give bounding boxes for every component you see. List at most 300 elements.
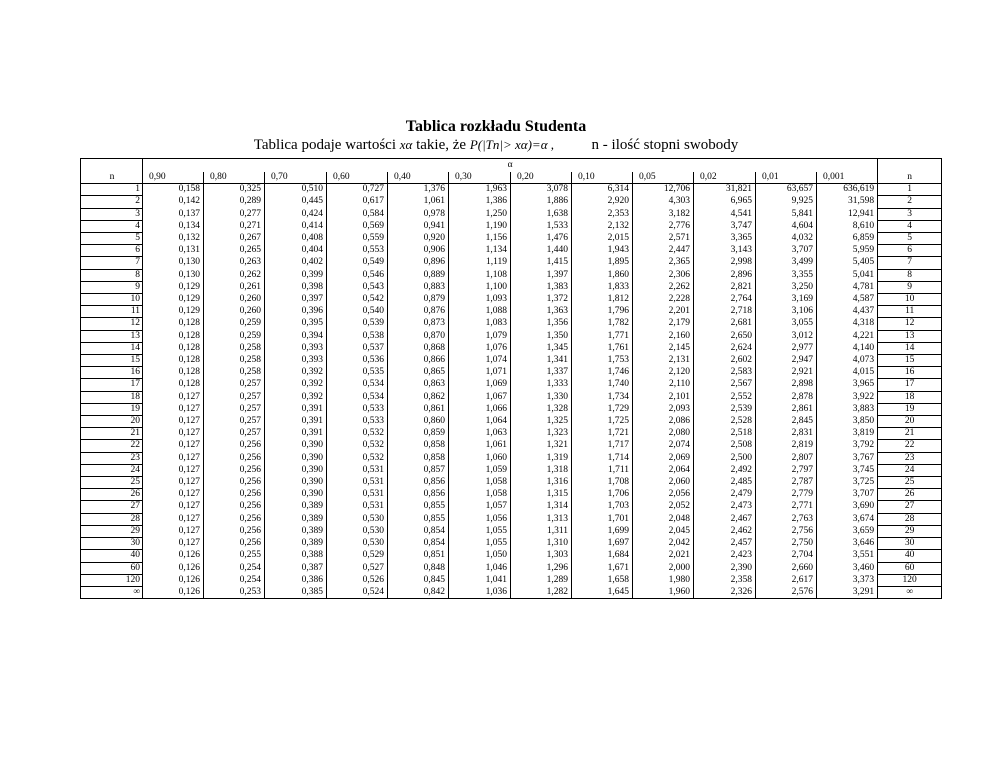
table-cell: 2,045 — [633, 525, 694, 537]
table-cell: 2,160 — [633, 330, 694, 342]
table-cell: 0,260 — [204, 294, 265, 306]
table-cell: 0,254 — [204, 562, 265, 574]
table-cell: 1,706 — [572, 489, 633, 501]
document-title: Tablica rozkładu Studenta — [405, 118, 587, 135]
table-cell: 0,398 — [265, 281, 327, 293]
n-header-right: n — [878, 159, 942, 184]
row-n-left: 20 — [81, 416, 143, 428]
table-cell: 0,546 — [327, 269, 388, 281]
table-cell: 0,535 — [327, 367, 388, 379]
table-cell: 0,978 — [388, 208, 449, 220]
table-cell: 0,260 — [204, 306, 265, 318]
table-cell: 0,386 — [265, 574, 327, 586]
table-cell: 0,256 — [204, 501, 265, 513]
table-cell: 2,831 — [756, 428, 817, 440]
table-row — [81, 538, 942, 550]
table-cell: 0,257 — [204, 416, 265, 428]
table-cell: 1,057 — [449, 501, 511, 513]
table-cell: 2,660 — [756, 562, 817, 574]
table-cell: 0,253 — [204, 586, 265, 598]
table-cell: 0,325 — [204, 184, 265, 196]
table-row — [81, 245, 942, 257]
table-cell: 1,134 — [449, 245, 511, 257]
table-cell: 1,323 — [511, 428, 572, 440]
table-body — [81, 184, 942, 599]
table-row — [81, 281, 942, 293]
table-cell: 0,857 — [388, 464, 449, 476]
table-row — [81, 513, 942, 525]
table-cell: 0,858 — [388, 452, 449, 464]
row-n-right: 1 — [878, 184, 942, 196]
table-cell: 0,532 — [327, 428, 388, 440]
subtitle-x-alpha: xα — [399, 137, 413, 152]
table-cell: 1,318 — [511, 464, 572, 476]
table-row — [81, 330, 942, 342]
table-cell: 4,015 — [817, 367, 878, 379]
row-n-right: 22 — [878, 440, 942, 452]
table-cell: 1,708 — [572, 477, 633, 489]
table-cell: 0,256 — [204, 513, 265, 525]
row-n-right: 26 — [878, 489, 942, 501]
table-cell: 1,321 — [511, 440, 572, 452]
table-cell: 2,074 — [633, 440, 694, 452]
table-cell: 1,310 — [511, 538, 572, 550]
table-cell: 1,328 — [511, 403, 572, 415]
table-cell: 0,289 — [204, 196, 265, 208]
table-cell: 1,383 — [511, 281, 572, 293]
table-cell: 8,610 — [817, 220, 878, 232]
table-cell: 0,257 — [204, 379, 265, 391]
table-cell: 2,132 — [572, 220, 633, 232]
alpha-value-header: 0,80 — [204, 172, 265, 184]
row-n-right: 28 — [878, 513, 942, 525]
table-cell: 0,265 — [204, 245, 265, 257]
table-cell: 2,492 — [694, 464, 756, 476]
table-cell: 1,069 — [449, 379, 511, 391]
row-n-left: 15 — [81, 355, 143, 367]
table-cell: 1,050 — [449, 550, 511, 562]
table-row — [81, 220, 942, 232]
table-cell: 0,127 — [143, 428, 204, 440]
table-cell: 2,086 — [633, 416, 694, 428]
alpha-values-row — [81, 172, 942, 184]
row-n-right: ∞ — [878, 586, 942, 598]
table-cell: 2,353 — [572, 208, 633, 220]
table-cell: 0,127 — [143, 525, 204, 537]
table-cell: 3,965 — [817, 379, 878, 391]
table-cell: 2,552 — [694, 391, 756, 403]
table-cell: 1,943 — [572, 245, 633, 257]
table-cell: 0,258 — [204, 367, 265, 379]
table-cell: 5,041 — [817, 269, 878, 281]
table-cell: 3,747 — [694, 220, 756, 232]
table-cell: 1,055 — [449, 525, 511, 537]
table-cell: 3,182 — [633, 208, 694, 220]
table-cell: 0,389 — [265, 513, 327, 525]
table-cell: 0,530 — [327, 538, 388, 550]
document-subtitle — [0, 137, 992, 154]
table-cell: 636,619 — [817, 184, 878, 196]
table-cell: 0,424 — [265, 208, 327, 220]
table-cell: 0,404 — [265, 245, 327, 257]
table-cell: 1,313 — [511, 513, 572, 525]
table-cell: 0,131 — [143, 245, 204, 257]
table-cell: 1,717 — [572, 440, 633, 452]
table-cell: 2,131 — [633, 355, 694, 367]
table-cell: 1,071 — [449, 367, 511, 379]
table-cell: 2,602 — [694, 355, 756, 367]
table-cell: 1,064 — [449, 416, 511, 428]
table-cell: 3,365 — [694, 233, 756, 245]
table-cell: 2,998 — [694, 257, 756, 269]
alpha-value-header: 0,02 — [694, 172, 756, 184]
table-cell: 3,143 — [694, 245, 756, 257]
table-cell: 0,127 — [143, 403, 204, 415]
table-cell: 3,460 — [817, 562, 878, 574]
row-n-left: 13 — [81, 330, 143, 342]
table-cell: 0,271 — [204, 220, 265, 232]
table-cell: 0,128 — [143, 367, 204, 379]
table-cell: 0,394 — [265, 330, 327, 342]
table-cell: 2,764 — [694, 294, 756, 306]
table-cell: 0,941 — [388, 220, 449, 232]
table-cell: 2,528 — [694, 416, 756, 428]
table-cell: 2,069 — [633, 452, 694, 464]
table-cell: 2,583 — [694, 367, 756, 379]
row-n-left: 16 — [81, 367, 143, 379]
table-cell: 2,576 — [756, 586, 817, 598]
table-cell: 0,127 — [143, 477, 204, 489]
row-n-right: 40 — [878, 550, 942, 562]
table-cell: 2,447 — [633, 245, 694, 257]
table-cell: 0,134 — [143, 220, 204, 232]
table-cell: 9,925 — [756, 196, 817, 208]
row-n-left: ∞ — [81, 586, 143, 598]
table-cell: 0,127 — [143, 538, 204, 550]
table-cell: 1,076 — [449, 342, 511, 354]
table-cell: 3,745 — [817, 464, 878, 476]
table-cell: 0,870 — [388, 330, 449, 342]
row-n-left: 25 — [81, 477, 143, 489]
row-n-right: 27 — [878, 501, 942, 513]
table-row — [81, 342, 942, 354]
table-cell: 63,657 — [756, 184, 817, 196]
table-cell: 1,753 — [572, 355, 633, 367]
row-n-left: 9 — [81, 281, 143, 293]
row-n-left: 19 — [81, 403, 143, 415]
table-cell: 1,319 — [511, 452, 572, 464]
table-cell: 0,863 — [388, 379, 449, 391]
table-cell: 3,767 — [817, 452, 878, 464]
row-n-left: 29 — [81, 525, 143, 537]
alpha-value-header: 0,30 — [449, 172, 511, 184]
table-cell: 1,345 — [511, 342, 572, 354]
table-cell: 1,060 — [449, 452, 511, 464]
table-cell: 2,898 — [756, 379, 817, 391]
table-cell: 3,012 — [756, 330, 817, 342]
row-n-right: 15 — [878, 355, 942, 367]
table-cell: 0,524 — [327, 586, 388, 598]
table-cell: 0,388 — [265, 550, 327, 562]
table-cell: 3,250 — [756, 281, 817, 293]
table-cell: 2,704 — [756, 550, 817, 562]
table-cell: 2,779 — [756, 489, 817, 501]
table-cell: 1,725 — [572, 416, 633, 428]
table-cell: 3,355 — [756, 269, 817, 281]
table-cell: 1,058 — [449, 489, 511, 501]
row-n-right: 30 — [878, 538, 942, 550]
table-cell: 0,127 — [143, 440, 204, 452]
subtitle-formula: P(|Tn|> xα)=α , — [469, 137, 555, 152]
table-cell: 2,508 — [694, 440, 756, 452]
table-cell: 1,440 — [511, 245, 572, 257]
table-cell: 4,032 — [756, 233, 817, 245]
row-n-left: 24 — [81, 464, 143, 476]
table-cell: 0,128 — [143, 330, 204, 342]
table-cell: 2,571 — [633, 233, 694, 245]
table-cell: 2,861 — [756, 403, 817, 415]
row-n-right: 4 — [878, 220, 942, 232]
table-cell: 1,250 — [449, 208, 511, 220]
table-cell: 0,532 — [327, 452, 388, 464]
table-cell: 4,140 — [817, 342, 878, 354]
table-cell: 1,314 — [511, 501, 572, 513]
table-cell: 0,126 — [143, 550, 204, 562]
table-row — [81, 196, 942, 208]
table-cell: 1,190 — [449, 220, 511, 232]
table-cell: 0,856 — [388, 489, 449, 501]
table-cell: 3,725 — [817, 477, 878, 489]
table-cell: 3,690 — [817, 501, 878, 513]
table-cell: 0,256 — [204, 525, 265, 537]
table-cell: 1,699 — [572, 525, 633, 537]
row-n-left: 18 — [81, 391, 143, 403]
table-cell: 6,314 — [572, 184, 633, 196]
table-cell: 1,059 — [449, 464, 511, 476]
table-cell: 1,079 — [449, 330, 511, 342]
table-row — [81, 367, 942, 379]
table-cell: 0,531 — [327, 501, 388, 513]
table-cell: 0,129 — [143, 294, 204, 306]
table-cell: 1,036 — [449, 586, 511, 598]
table-cell: 1,061 — [388, 196, 449, 208]
table-cell: 0,873 — [388, 318, 449, 330]
table-cell: 1,711 — [572, 464, 633, 476]
table-cell: 0,390 — [265, 464, 327, 476]
table-cell: 1,315 — [511, 489, 572, 501]
table-cell: 0,542 — [327, 294, 388, 306]
row-n-right: 14 — [878, 342, 942, 354]
table-cell: 2,819 — [756, 440, 817, 452]
table-cell: 1,058 — [449, 477, 511, 489]
table-cell: 2,756 — [756, 525, 817, 537]
table-row — [81, 464, 942, 476]
table-cell: 2,056 — [633, 489, 694, 501]
table-cell: 0,859 — [388, 428, 449, 440]
table-cell: 1,303 — [511, 550, 572, 562]
table-cell: 0,257 — [204, 428, 265, 440]
table-cell: 2,101 — [633, 391, 694, 403]
row-n-left: 7 — [81, 257, 143, 269]
table-cell: 2,021 — [633, 550, 694, 562]
row-n-left: 2 — [81, 196, 143, 208]
table-cell: 0,258 — [204, 355, 265, 367]
table-cell: 2,390 — [694, 562, 756, 574]
table-cell: 1,083 — [449, 318, 511, 330]
table-cell: 31,598 — [817, 196, 878, 208]
table-cell: 0,128 — [143, 342, 204, 354]
table-cell: 1,055 — [449, 538, 511, 550]
table-cell: 0,127 — [143, 513, 204, 525]
table-cell: 1,703 — [572, 501, 633, 513]
table-cell: 2,201 — [633, 306, 694, 318]
table-cell: 0,510 — [265, 184, 327, 196]
table-cell: 1,886 — [511, 196, 572, 208]
row-n-right: 3 — [878, 208, 942, 220]
table-cell: 0,257 — [204, 403, 265, 415]
table-cell: 1,363 — [511, 306, 572, 318]
table-cell: 2,179 — [633, 318, 694, 330]
table-cell: 0,531 — [327, 489, 388, 501]
row-n-left: 17 — [81, 379, 143, 391]
table-cell: 0,390 — [265, 440, 327, 452]
table-cell: 1,341 — [511, 355, 572, 367]
table-cell: 0,158 — [143, 184, 204, 196]
table-cell: 3,055 — [756, 318, 817, 330]
row-n-left: 23 — [81, 452, 143, 464]
table-cell: 0,391 — [265, 428, 327, 440]
table-cell: 2,681 — [694, 318, 756, 330]
row-n-right: 25 — [878, 477, 942, 489]
table-cell: 2,650 — [694, 330, 756, 342]
table-cell: 0,395 — [265, 318, 327, 330]
table-cell: 2,485 — [694, 477, 756, 489]
table-cell: 1,330 — [511, 391, 572, 403]
table-cell: 0,920 — [388, 233, 449, 245]
table-cell: 1,119 — [449, 257, 511, 269]
row-n-right: 21 — [878, 428, 942, 440]
table-cell: 1,046 — [449, 562, 511, 574]
table-cell: 0,539 — [327, 318, 388, 330]
table-cell: 2,423 — [694, 550, 756, 562]
table-cell: 0,851 — [388, 550, 449, 562]
table-cell: 1,721 — [572, 428, 633, 440]
table-cell: 1,108 — [449, 269, 511, 281]
table-cell: 1,476 — [511, 233, 572, 245]
table-cell: 2,467 — [694, 513, 756, 525]
table-row — [81, 355, 942, 367]
table-cell: 0,531 — [327, 477, 388, 489]
row-n-right: 13 — [878, 330, 942, 342]
table-cell: 0,856 — [388, 477, 449, 489]
table-cell: 0,534 — [327, 379, 388, 391]
table-row — [81, 550, 942, 562]
table-cell: 0,553 — [327, 245, 388, 257]
alpha-value-header: 0,05 — [633, 172, 694, 184]
table-cell: 0,259 — [204, 318, 265, 330]
table-cell: 2,787 — [756, 477, 817, 489]
table-row — [81, 184, 942, 196]
table-cell: 2,567 — [694, 379, 756, 391]
subtitle-middle: takie, że — [416, 137, 467, 153]
row-n-left: 26 — [81, 489, 143, 501]
table-cell: 2,262 — [633, 281, 694, 293]
table-cell: 0,569 — [327, 220, 388, 232]
row-n-right: 60 — [878, 562, 942, 574]
table-cell: 2,145 — [633, 342, 694, 354]
table-cell: 0,257 — [204, 391, 265, 403]
row-n-left: 12 — [81, 318, 143, 330]
table-cell: 3,078 — [511, 184, 572, 196]
table-cell: 0,534 — [327, 391, 388, 403]
table-cell: 0,130 — [143, 269, 204, 281]
table-cell: 0,127 — [143, 452, 204, 464]
table-row — [81, 574, 942, 586]
row-n-left: 40 — [81, 550, 143, 562]
table-row — [81, 428, 942, 440]
table-cell: 0,263 — [204, 257, 265, 269]
table-cell: 0,126 — [143, 574, 204, 586]
table-cell: 0,854 — [388, 525, 449, 537]
row-n-right: 9 — [878, 281, 942, 293]
table-cell: 0,129 — [143, 306, 204, 318]
table-cell: 1,397 — [511, 269, 572, 281]
table-cell: 1,311 — [511, 525, 572, 537]
table-row — [81, 294, 942, 306]
table-cell: 0,862 — [388, 391, 449, 403]
table-cell: 1,066 — [449, 403, 511, 415]
table-cell: 4,587 — [817, 294, 878, 306]
table-cell: 0,127 — [143, 501, 204, 513]
table-cell: 4,318 — [817, 318, 878, 330]
table-cell: 0,865 — [388, 367, 449, 379]
table-cell: 2,921 — [756, 367, 817, 379]
row-n-left: 120 — [81, 574, 143, 586]
table-cell: 0,445 — [265, 196, 327, 208]
table-cell: 2,617 — [756, 574, 817, 586]
table-cell: 0,531 — [327, 464, 388, 476]
table-cell: 0,387 — [265, 562, 327, 574]
row-n-left: 1 — [81, 184, 143, 196]
table-cell: 3,792 — [817, 440, 878, 452]
table-cell: 2,462 — [694, 525, 756, 537]
table-cell: 3,106 — [756, 306, 817, 318]
table-cell: 3,707 — [817, 489, 878, 501]
table-row — [81, 391, 942, 403]
table-cell: 1,386 — [449, 196, 511, 208]
table-cell: 0,128 — [143, 318, 204, 330]
table-cell: 1,771 — [572, 330, 633, 342]
table-cell: 0,397 — [265, 294, 327, 306]
row-n-right: 23 — [878, 452, 942, 464]
table-cell: 1,333 — [511, 379, 572, 391]
table-cell: 0,392 — [265, 379, 327, 391]
row-n-left: 27 — [81, 501, 143, 513]
alpha-value-header: 0,20 — [511, 172, 572, 184]
row-n-left: 3 — [81, 208, 143, 220]
row-n-right: 16 — [878, 367, 942, 379]
table-cell: 2,807 — [756, 452, 817, 464]
table-row — [81, 525, 942, 537]
table-cell: 2,473 — [694, 501, 756, 513]
table-cell: 3,373 — [817, 574, 878, 586]
table-cell: 0,392 — [265, 391, 327, 403]
table-cell: 2,093 — [633, 403, 694, 415]
table-cell: 0,861 — [388, 403, 449, 415]
table-cell: 1,088 — [449, 306, 511, 318]
table-cell: 1,093 — [449, 294, 511, 306]
table-cell: 1,697 — [572, 538, 633, 550]
